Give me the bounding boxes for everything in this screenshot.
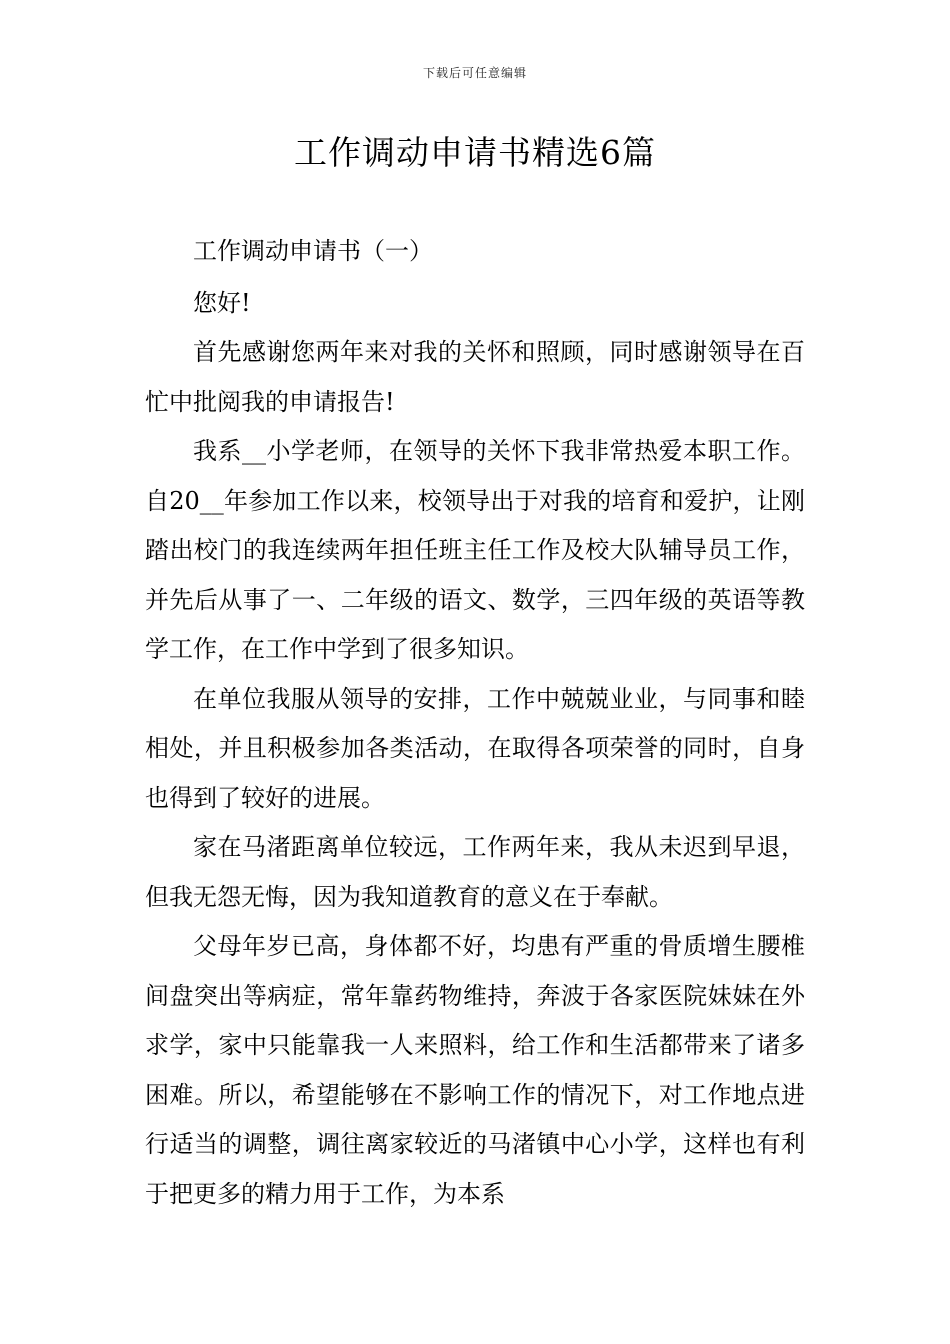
body-paragraph: 在单位我服从领导的安排，工作中兢兢业业，与同事和睦相处，并且积极参加各类活动，在取得各项荣誉的同时，自身也得到了较好的进展。 [145, 684, 805, 812]
document-title: 工作调动申请书精选6篇 [294, 133, 656, 172]
section-heading: 工作调动申请书（一） [193, 237, 433, 265]
body-paragraph: 家在马渚距离单位较远，工作两年来，我从未迟到早退，但我无怨无悔，因为我知道教育的意义在于奉献。 [145, 833, 805, 911]
salutation: 您好! [193, 288, 251, 317]
body-paragraph: 我系__小学老师，在领导的关怀下我非常热爱本职工作。自20__年参加工作以来，校领导出于对我的培育和爱护，让刚踏出校门的我连续两年担任班主任工作及校大队辅导员工作，并先后从事了一、二年级的语文、数学，三四年级的英语等教学工作，在工作中学到了很多知识。 [145, 437, 805, 663]
document-body [145, 227, 805, 1219]
body-paragraph: 父母年岁已高，身体都不好，均患有严重的骨质增生腰椎间盘突出等病症，常年靠药物维持，奔波于各家医院妹妹在外求学，家中只能靠我一人来照料，给工作和生活都带来了诸多困难。所以，希望能够在不影响工作的情况下，对工作地点进行适当的调整，调往离家较近的马渚镇中心小学，这样也有利于把更多的精力用于工作，为本系 [145, 932, 805, 1208]
header-note: 下载后可任意编辑 [422, 66, 527, 80]
body-paragraph: 首先感谢您两年来对我的关怀和照顾，同时感谢领导在百忙中批阅我的申请报告! [145, 338, 805, 416]
